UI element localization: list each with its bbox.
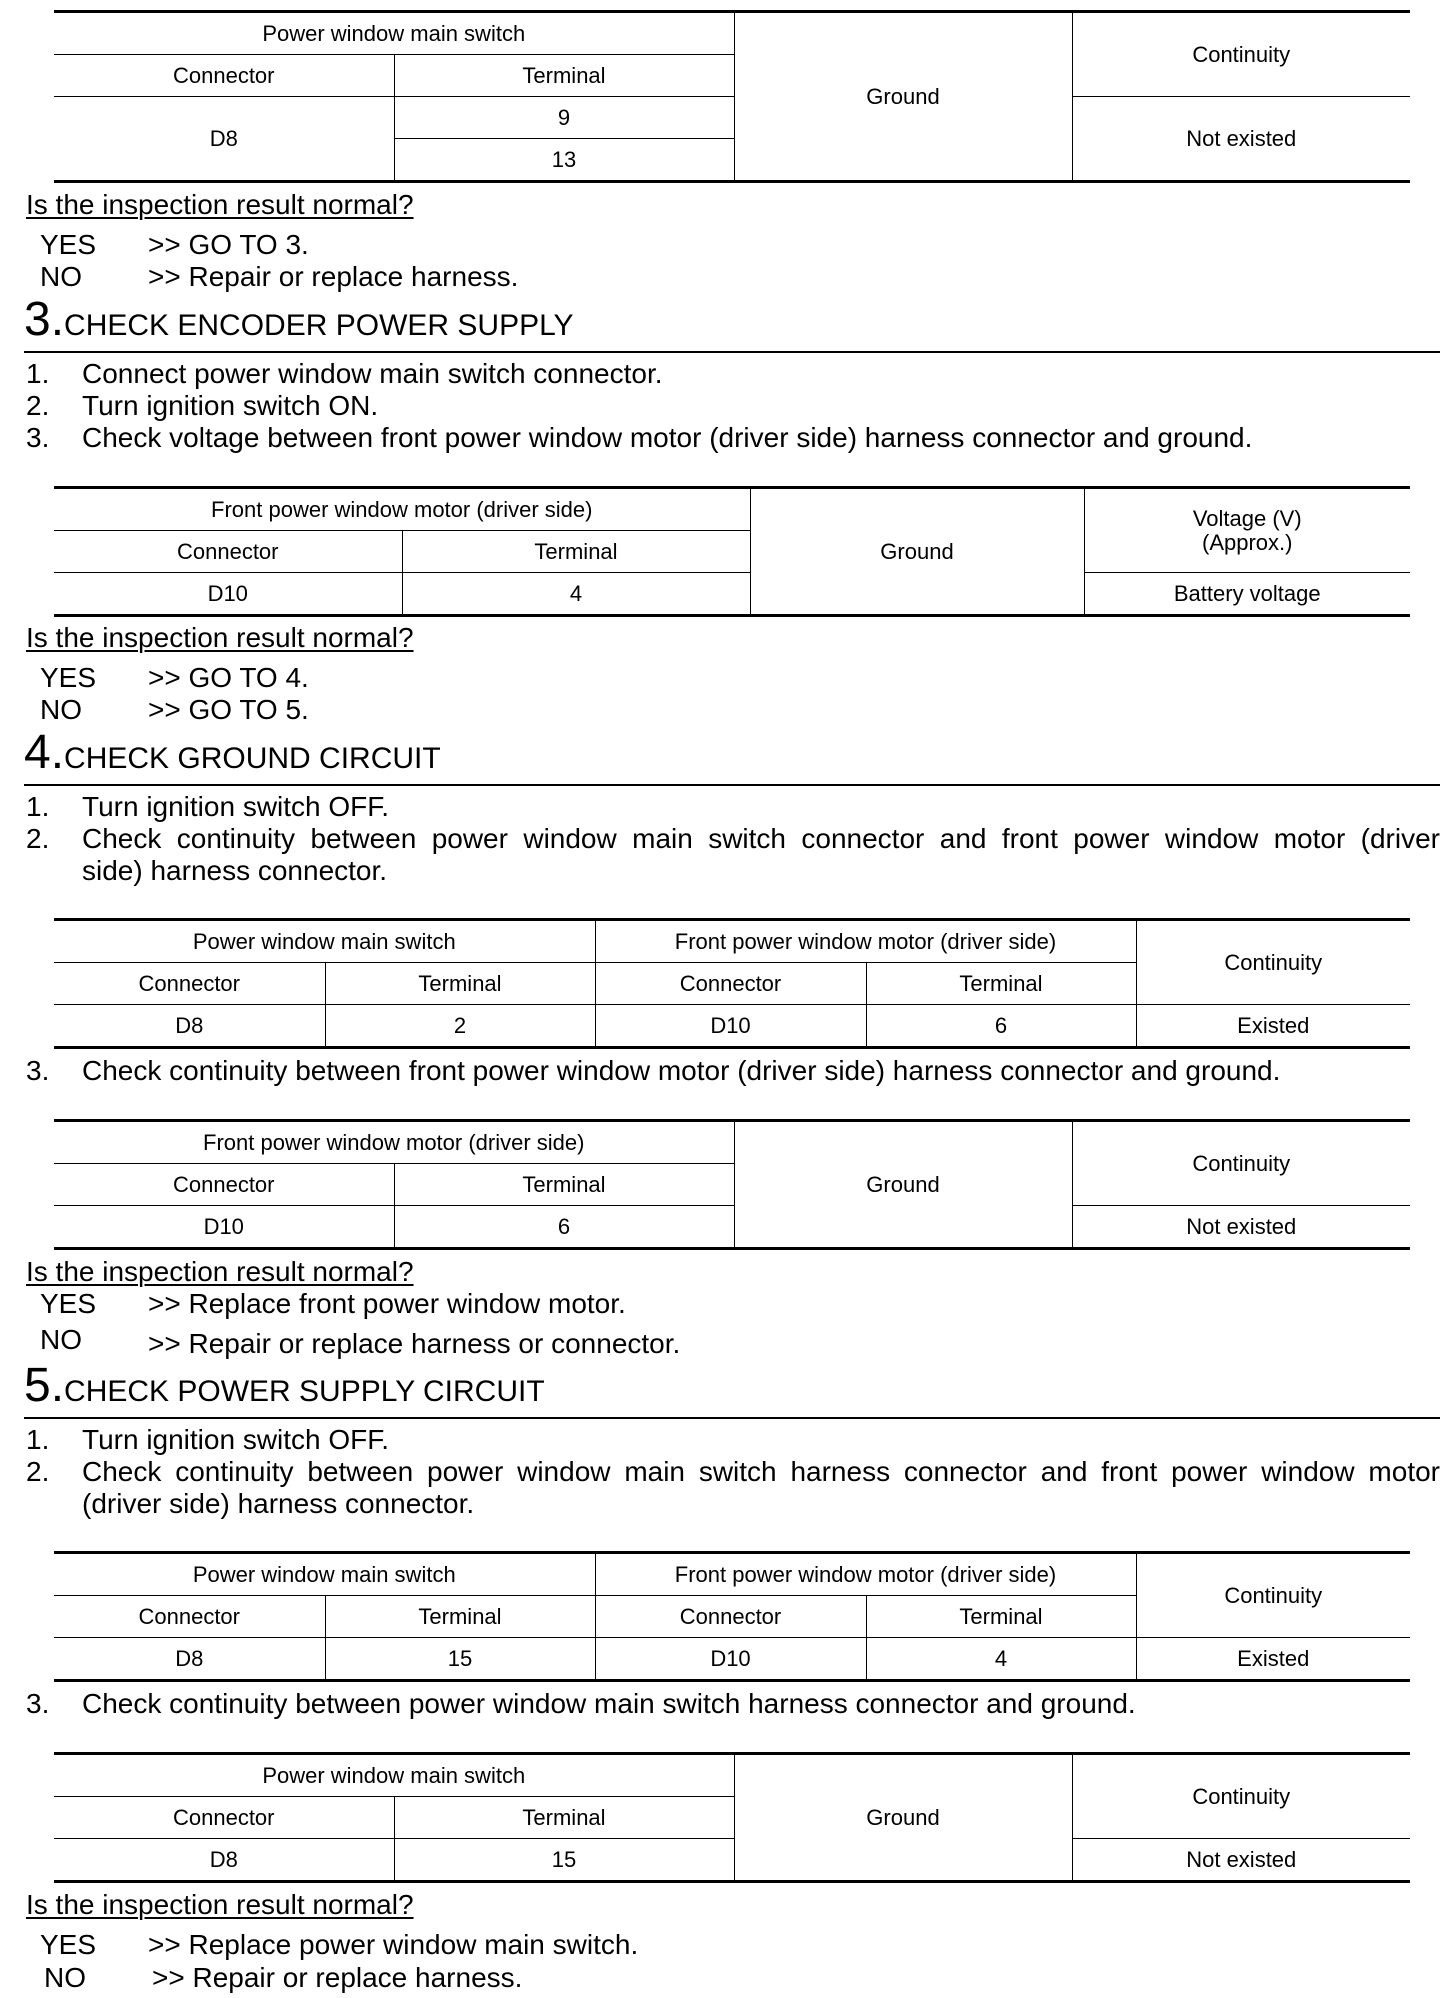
connector-header: Connector (54, 1596, 325, 1638)
terminal-value: 4 (866, 1638, 1136, 1681)
step-3-heading: 3.CHECK ENCODER POWER SUPPLY (24, 293, 574, 346)
no-line: NO >> Repair or replace harness. (40, 261, 519, 292)
table-group-header: Front power window motor (driver side) (595, 920, 1136, 963)
terminal-header: Terminal (394, 1797, 734, 1839)
terminal-value: 15 (325, 1638, 595, 1681)
terminal-value: 6 (394, 1206, 734, 1249)
step-5-heading: 5.CHECK POWER SUPPLY CIRCUIT (24, 1359, 545, 1412)
terminal-header: Terminal (866, 963, 1136, 1005)
terminal-value: 2 (325, 1005, 595, 1048)
connector-header: Connector (595, 1596, 866, 1638)
table-group-header: Front power window motor (driver side) (54, 488, 750, 531)
no-line: NO >> Repair or replace harness or connector. (40, 1324, 681, 1359)
step-item-continued: side) harness connector. (82, 855, 388, 886)
voltage-value: Battery voltage (1084, 573, 1410, 616)
voltage-table (54, 486, 1410, 617)
inspection-question: Is the inspection result normal? (26, 1256, 414, 1287)
connector-header: Connector (54, 963, 325, 1005)
step-item-continued: (driver side) harness connector. (82, 1488, 475, 1519)
continuity-header: Continuity (1136, 1553, 1410, 1638)
connector-value: D8 (54, 1839, 394, 1882)
ground-continuity-table (54, 1752, 1410, 1883)
connector-header: Connector (595, 963, 866, 1005)
continuity-table (54, 918, 1410, 1049)
terminal-value: 13 (394, 139, 734, 182)
continuity-header: Continuity (1072, 1754, 1410, 1839)
continuity-header: Continuity (1136, 920, 1410, 1005)
step-item: 1. Turn ignition switch OFF. (26, 1424, 390, 1455)
terminal-header: Terminal (402, 531, 750, 573)
continuity-header: Continuity (1072, 1121, 1410, 1206)
ground-cell: Ground (734, 1754, 1072, 1882)
connector-value: D8 (54, 1638, 325, 1681)
continuity-table (54, 1551, 1410, 1682)
connector-header: Connector (54, 1797, 394, 1839)
continuity-header: Continuity (1072, 12, 1410, 97)
ground-cell: Ground (734, 12, 1072, 182)
terminal-header: Terminal (325, 963, 595, 1005)
step-item: 1. Turn ignition switch OFF. (26, 791, 390, 822)
terminal-header: Terminal (394, 1164, 734, 1206)
top-continuity-table (54, 10, 1410, 183)
terminal-value: 15 (394, 1839, 734, 1882)
connector-header: Connector (54, 55, 394, 97)
continuity-value: Not existed (1072, 97, 1410, 182)
ground-cell: Ground (750, 488, 1084, 616)
yes-line: YES >> Replace power window main switch. (40, 1929, 639, 1960)
step-item: 3. Check continuity between front power window motor (driver side) harness connector and ground. (26, 1055, 1281, 1086)
step-item: 3. Check voltage between front power window motor (driver side) harness connector and ground. (26, 422, 1253, 453)
ground-cell: Ground (734, 1121, 1072, 1249)
voltage-header: Voltage (V) (Approx.) (1084, 488, 1410, 573)
terminal-value: 9 (394, 97, 734, 139)
continuity-value: Not existed (1072, 1839, 1410, 1882)
step-4-heading: 4.CHECK GROUND CIRCUIT (24, 726, 441, 779)
connector-value: D10 (54, 1206, 394, 1249)
yes-line: YES >> GO TO 3. (40, 229, 309, 260)
no-line: NO >> Repair or replace harness. (44, 1962, 523, 1993)
connector-header: Connector (54, 531, 402, 573)
yes-line: YES >> Replace front power window motor. (40, 1288, 626, 1319)
table-group-header: Power window main switch (54, 12, 734, 55)
step-item: 1. Connect power window main switch connector. (26, 358, 663, 389)
step-item: 2. Check continuity between power window main switch harness connector and front power window motor (26, 1456, 1440, 1487)
terminal-header: Terminal (394, 55, 734, 97)
terminal-header: Terminal (325, 1596, 595, 1638)
connector-value: D10 (595, 1638, 866, 1681)
continuity-value: Existed (1136, 1005, 1410, 1048)
connector-value: D10 (595, 1005, 866, 1048)
connector-value: D10 (54, 573, 402, 616)
ground-continuity-table (54, 1119, 1410, 1250)
continuity-value: Not existed (1072, 1206, 1410, 1249)
divider (24, 784, 1440, 786)
terminal-value: 4 (402, 573, 750, 616)
table-group-header: Power window main switch (54, 1754, 734, 1797)
continuity-value: Existed (1136, 1638, 1410, 1681)
yes-line: YES >> GO TO 4. (40, 662, 309, 693)
inspection-question: Is the inspection result normal? (26, 189, 414, 220)
table-group-header: Power window main switch (54, 1553, 595, 1596)
table-group-header: Power window main switch (54, 920, 595, 963)
connector-value: D8 (54, 1005, 325, 1048)
divider (24, 351, 1440, 353)
inspection-question: Is the inspection result normal? (26, 622, 414, 653)
step-item: 2. Turn ignition switch ON. (26, 390, 379, 421)
step-item: 2. Check continuity between power window main switch connector and front power window motor (driver (26, 823, 1440, 854)
connector-header: Connector (54, 1164, 394, 1206)
connector-value: D8 (54, 97, 394, 182)
no-line: NO >> GO TO 5. (40, 694, 309, 725)
step-item: 3. Check continuity between power window main switch harness connector and ground. (26, 1688, 1136, 1719)
terminal-header: Terminal (866, 1596, 1136, 1638)
table-group-header: Front power window motor (driver side) (54, 1121, 734, 1164)
inspection-question: Is the inspection result normal? (26, 1889, 414, 1920)
divider (24, 1417, 1440, 1419)
table-group-header: Front power window motor (driver side) (595, 1553, 1136, 1596)
terminal-value: 6 (866, 1005, 1136, 1048)
